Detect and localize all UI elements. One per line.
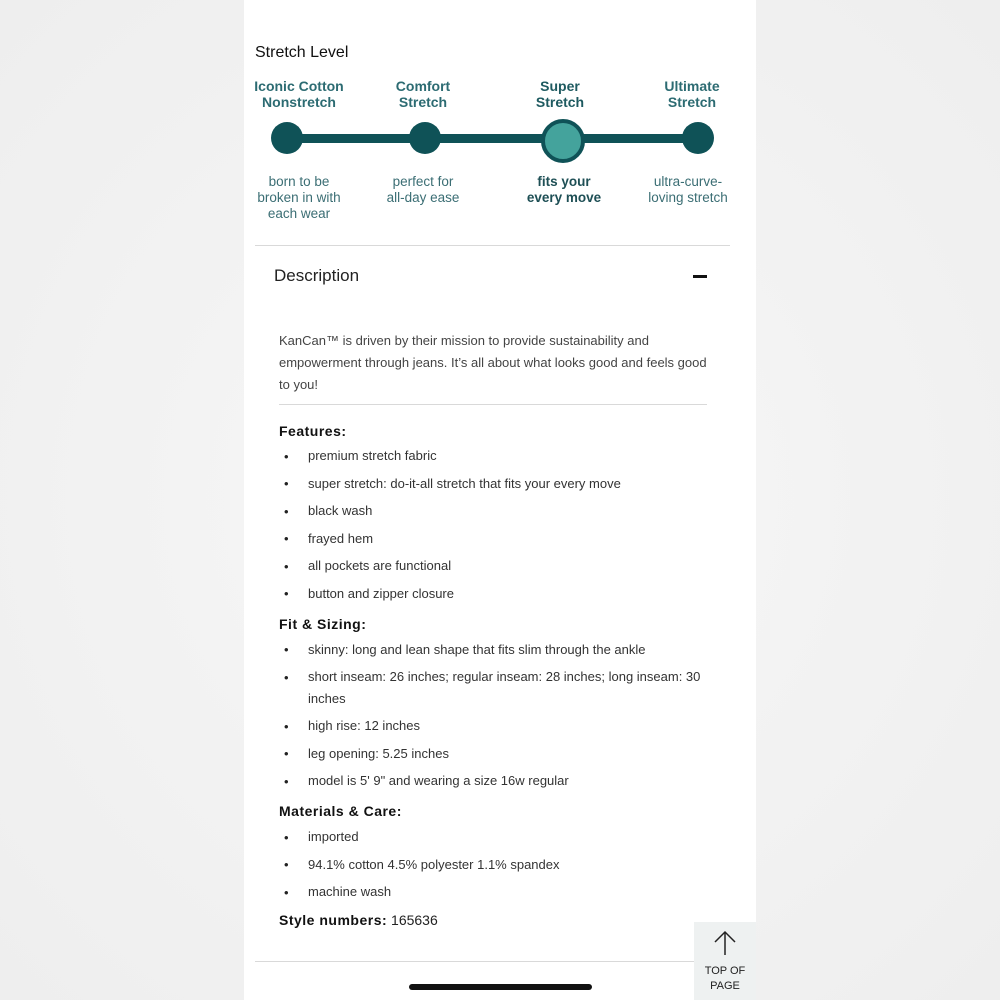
- stretch-level-label-comfort: [368, 78, 478, 110]
- stretch-level-dot-ultimate: [682, 122, 714, 154]
- level-name-line: Comfort: [395, 78, 451, 94]
- materials-care-heading: Materials & Care:: [279, 803, 402, 819]
- minus-icon: [693, 275, 707, 278]
- materials-item: 94.1% cotton 4.5% polyester 1.1% spandex: [308, 857, 560, 872]
- fit-item: skinny: long and lean shape that fits slim through the ankle: [308, 642, 646, 657]
- style-numbers: [279, 912, 438, 928]
- level-name-line: Stretch: [535, 94, 585, 110]
- level-desc-line: all-day ease: [386, 190, 460, 205]
- stretch-level-label-super: [505, 78, 615, 110]
- bullet-icon: •: [284, 476, 289, 491]
- description-accordion-title[interactable]: Description: [274, 266, 360, 285]
- fit-item: leg opening: 5.25 inches: [308, 746, 449, 761]
- stretch-level-desc-ultimate: [633, 174, 743, 206]
- materials-item: machine wash: [308, 884, 392, 899]
- fit-item: high rise: 12 inches: [308, 718, 421, 733]
- level-desc-line: fits your: [537, 174, 591, 189]
- stretch-level-track: [287, 134, 699, 143]
- description-intro: KanCan™ is driven by their mission to provide sustainability and empowerment through jeans. It’s all about what looks good and feels good to you!: [279, 333, 707, 392]
- stretch-level-dot-nonstretch: [271, 122, 303, 154]
- bullet-icon: •: [284, 586, 289, 601]
- top-of-page-line: TOP OF: [704, 965, 746, 977]
- description-divider: [279, 404, 707, 405]
- level-name-line: Stretch: [667, 94, 717, 110]
- bullet-icon: •: [284, 559, 289, 574]
- bullet-icon: •: [284, 719, 289, 734]
- stretch-level-dot-super-selected: [541, 119, 585, 163]
- bullet-icon: •: [284, 885, 289, 900]
- top-of-page-line: PAGE: [710, 980, 740, 992]
- level-desc-line: each wear: [267, 206, 331, 221]
- top-of-page-button[interactable]: [694, 922, 756, 1000]
- stretch-level-dot-comfort: [409, 122, 441, 154]
- fit-item: short inseam: 26 inches; regular inseam: 28 inches; long inseam: 30 inches: [308, 669, 701, 706]
- feature-item: button and zipper closure: [308, 586, 454, 601]
- level-name-line: Stretch: [398, 94, 448, 110]
- top-of-page-label: [694, 964, 756, 994]
- stretch-level-desc-super: [509, 174, 619, 206]
- bullet-icon: •: [284, 670, 289, 685]
- bullet-icon: •: [284, 857, 289, 872]
- feature-item: frayed hem: [308, 531, 374, 546]
- level-desc-line: born to be: [268, 174, 330, 189]
- level-name-line: Nonstretch: [262, 94, 336, 110]
- style-numbers-value: 165636: [391, 912, 438, 928]
- feature-item: all pockets are functional: [308, 558, 452, 573]
- bullet-icon: •: [284, 830, 289, 845]
- fit-item: model is 5' 9" and wearing a size 16w regular: [308, 773, 569, 788]
- level-desc-line: perfect for: [392, 174, 454, 189]
- section-divider: [255, 961, 695, 962]
- level-name-line: Ultimate: [664, 78, 720, 94]
- product-details-panel: [244, 0, 756, 1000]
- stretch-level-label-nonstretch: [244, 78, 354, 110]
- arrow-up-icon: [712, 930, 738, 956]
- home-indicator[interactable]: [409, 984, 592, 990]
- bullet-icon: •: [284, 642, 289, 657]
- bullet-icon: •: [284, 746, 289, 761]
- stretch-level-desc-nonstretch: [244, 174, 354, 222]
- features-heading: Features:: [279, 423, 347, 439]
- level-desc-line: broken in with: [257, 190, 341, 205]
- collapse-description-button[interactable]: [691, 265, 713, 287]
- bullet-icon: •: [284, 774, 289, 789]
- feature-item: black wash: [308, 503, 373, 518]
- level-name-line: Iconic Cotton: [254, 78, 344, 94]
- materials-item: imported: [308, 829, 359, 844]
- stretch-level-label-ultimate: [637, 78, 747, 110]
- section-divider: [255, 245, 730, 246]
- bullet-icon: •: [284, 504, 289, 519]
- level-desc-line: loving stretch: [648, 190, 728, 205]
- level-name-line: Super: [540, 78, 580, 94]
- bullet-icon: •: [284, 531, 289, 546]
- feature-item: premium stretch fabric: [308, 448, 437, 463]
- style-numbers-label: Style numbers:: [279, 912, 388, 928]
- stretch-level-desc-comfort: [368, 174, 478, 206]
- stretch-level-title: Stretch Level: [255, 44, 349, 61]
- fit-sizing-heading: Fit & Sizing:: [279, 616, 367, 632]
- bullet-icon: •: [284, 449, 289, 464]
- level-desc-line: ultra-curve-: [653, 174, 723, 189]
- feature-item: super stretch: do-it-all stretch that fits your every move: [308, 476, 621, 491]
- level-desc-line: every move: [526, 190, 602, 205]
